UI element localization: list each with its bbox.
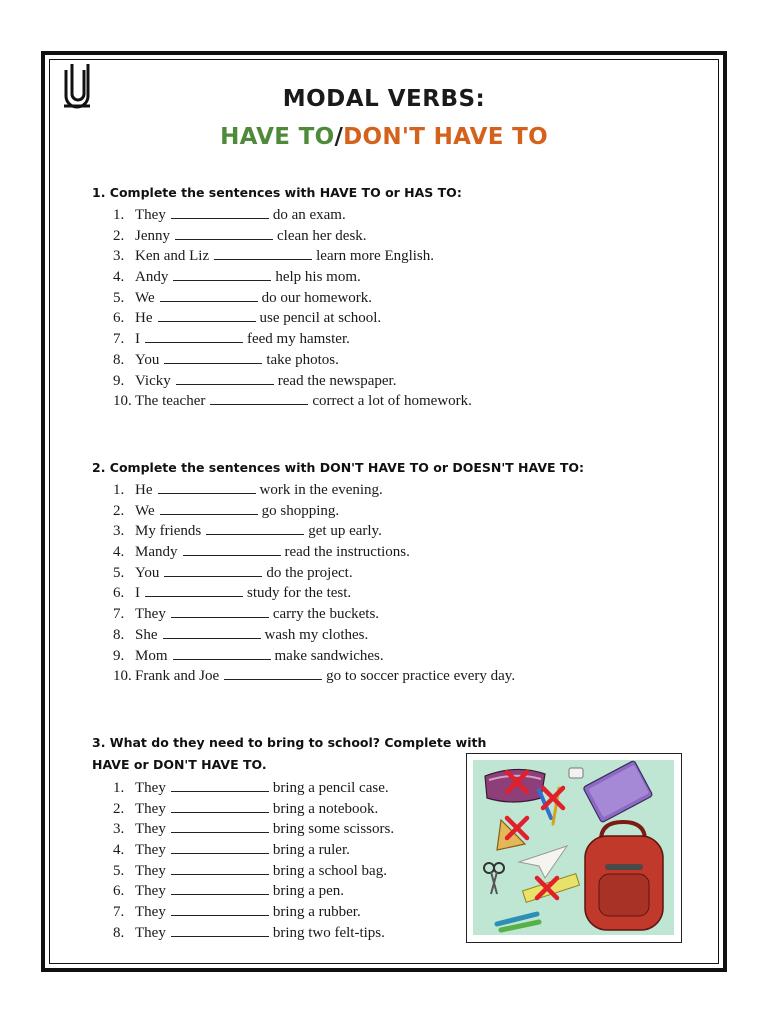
subtitle-slash: /: [334, 124, 344, 150]
school-bag-icon: [585, 822, 663, 930]
answer-blank[interactable]: [171, 820, 269, 833]
exercise-item: 1. He work in the evening.: [113, 482, 383, 498]
answer-blank[interactable]: [158, 481, 256, 494]
answer-blank[interactable]: [224, 667, 322, 680]
answer-blank[interactable]: [176, 372, 274, 385]
answer-blank[interactable]: [173, 647, 271, 660]
section-1-list: [113, 205, 472, 412]
exercise-item: 7. They bring a rubber.: [113, 904, 361, 921]
answer-blank[interactable]: [210, 392, 308, 405]
answer-blank[interactable]: [145, 584, 243, 597]
exercise-item: 3. My friends get up early.: [113, 523, 382, 540]
school-supplies-illustration: [466, 753, 682, 943]
exercise-item: 6. I study for the test.: [113, 585, 352, 602]
eraser-icon: [569, 768, 583, 778]
exercise-item: 8. She wash my clothes.: [113, 626, 369, 643]
exercise-item: 6. They bring a pen.: [113, 883, 345, 900]
exercise-item: 3. Ken and Liz learn more English.: [113, 248, 435, 265]
section-1-heading: 1. Complete the sentences with HAVE TO or HAS TO:: [92, 185, 462, 200]
exercise-item: 5. You do the project.: [113, 564, 353, 581]
section-3-list: [113, 778, 394, 944]
exercise-item: 1. They do an exam.: [113, 207, 346, 223]
school-supplies-image: [467, 754, 680, 941]
section-2-heading: 2. Complete the sentences with DON'T HAVE TO or DOESN'T HAVE TO:: [92, 460, 585, 475]
exercise-item: 2. Jenny clean her desk.: [113, 227, 367, 244]
exercise-item: 4. Andy help his mom.: [113, 269, 361, 286]
page-subtitle: [0, 124, 768, 150]
answer-blank[interactable]: [160, 289, 258, 302]
exercise-item: 5. They bring a school bag.: [113, 862, 387, 879]
exercise-item: 7. They carry the buckets.: [113, 606, 380, 623]
answer-blank[interactable]: [171, 882, 269, 895]
section-3-heading-line2: HAVE or DON'T HAVE TO.: [92, 757, 267, 772]
answer-blank[interactable]: [175, 227, 273, 240]
exercise-item: 5. We do our homework.: [113, 289, 373, 306]
answer-blank[interactable]: [145, 330, 243, 343]
answer-blank[interactable]: [160, 502, 258, 515]
exercise-item: 4. Mandy read the instructions.: [113, 544, 410, 561]
exercise-item: 8. They bring two felt-tips.: [113, 924, 385, 941]
exercise-item: 2. They bring a notebook.: [113, 800, 379, 817]
answer-blank[interactable]: [171, 862, 269, 875]
answer-blank[interactable]: [171, 841, 269, 854]
exercise-item: 2. We go shopping.: [113, 502, 340, 519]
answer-blank[interactable]: [163, 626, 261, 639]
answer-blank[interactable]: [164, 351, 262, 364]
answer-blank[interactable]: [214, 247, 312, 260]
answer-blank[interactable]: [164, 564, 262, 577]
answer-blank[interactable]: [173, 268, 271, 281]
exercise-item: 4. They bring a ruler.: [113, 842, 350, 859]
exercise-item: 8. You take photos.: [113, 351, 339, 368]
exercise-item: 3. They bring some scissors.: [113, 821, 395, 838]
exercise-item: 10. Frank and Joe go to soccer practice every day.: [113, 668, 516, 685]
exercise-item: 1. They bring a pencil case.: [113, 780, 389, 796]
page-title: MODAL VERBS:: [282, 86, 486, 112]
answer-blank[interactable]: [171, 903, 269, 916]
answer-blank[interactable]: [171, 800, 269, 813]
answer-blank[interactable]: [158, 309, 256, 322]
exercise-item: 9. Vicky read the newspaper.: [113, 372, 397, 389]
subtitle-have-to: HAVE TO: [220, 124, 335, 150]
subtitle-dont-have-to: DON'T HAVE TO: [343, 124, 548, 150]
exercise-item: 7. I feed my hamster.: [113, 331, 350, 348]
answer-blank[interactable]: [171, 206, 269, 219]
exercise-item: 6. He use pencil at school.: [113, 310, 382, 327]
section-2-list: [113, 480, 515, 687]
exercise-item: 10. The teacher correct a lot of homework.: [113, 393, 472, 410]
answer-blank[interactable]: [206, 522, 304, 535]
answer-blank[interactable]: [171, 779, 269, 792]
exercise-item: 9. Mom make sandwiches.: [113, 647, 384, 664]
answer-blank[interactable]: [171, 605, 269, 618]
answer-blank[interactable]: [183, 543, 281, 556]
answer-blank[interactable]: [171, 924, 269, 937]
section-3-heading: 3. What do they need to bring to school? Complete with: [92, 735, 487, 750]
